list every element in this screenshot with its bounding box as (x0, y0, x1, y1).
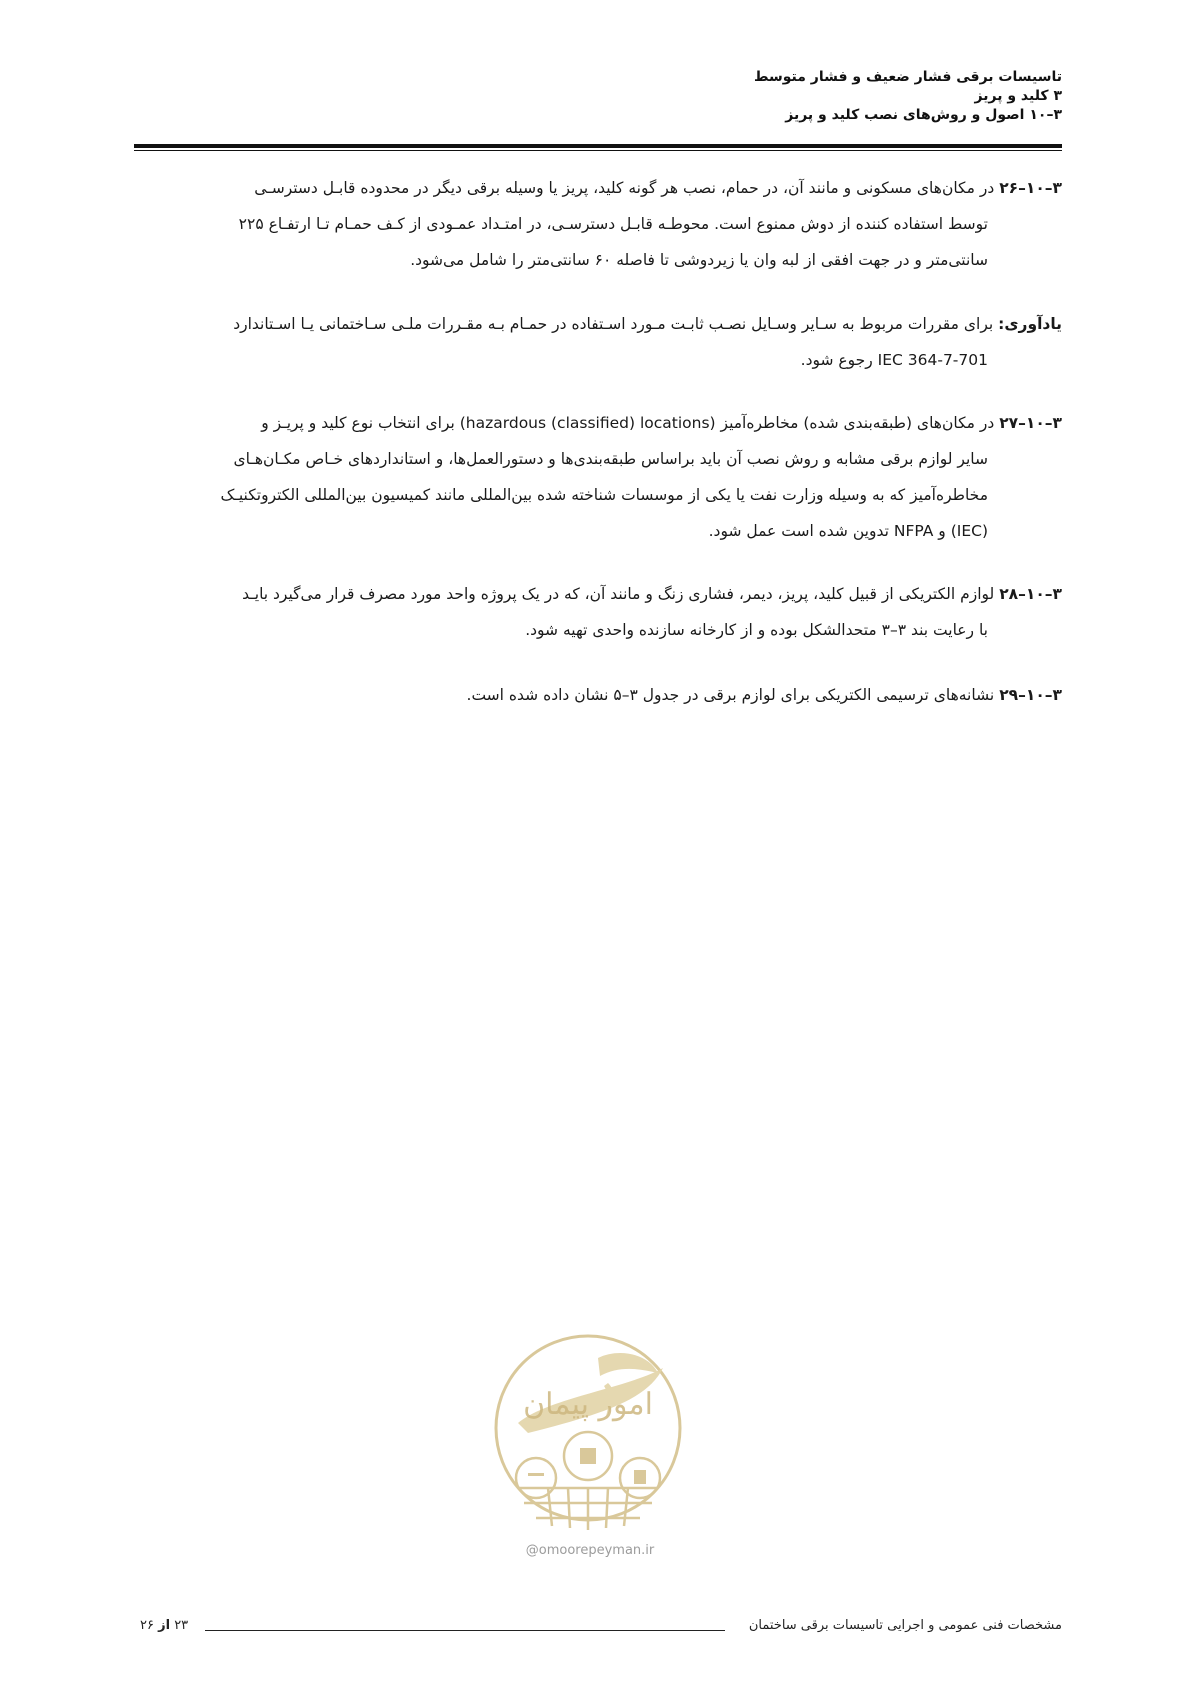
page-current: ۲۳ (174, 1618, 189, 1633)
clause-3-10-27 (138, 405, 1062, 549)
header-chapter: ۳ کلید و پریز (974, 88, 1062, 104)
clause-text: سانتی‌متر و در جهت افقی از لبه وان یا زیردوشی تا فاصله ۶۰ سانتی‌متر را شامل می‌شود. (410, 251, 988, 269)
clause-text: و (938, 522, 946, 540)
clause-text: توسط استفاده کننده از دوش ممنوع است. محوطـه قابـل دسترسـی، در امتـداد عمـودی از کـف حمـام تـا ارتفـاع ۲۲۵ (238, 215, 988, 233)
note-label: یادآوری: (998, 315, 1062, 333)
watermark-logo-text: امور پیمان (523, 1387, 653, 1422)
clause-number: ۳–۱۰–۲۷ (999, 414, 1062, 432)
iec-abbr: (IEC) (950, 522, 988, 540)
clause-3-10-28 (138, 576, 1062, 648)
note-text: رجوع شود. (800, 351, 873, 369)
note-block (138, 306, 1062, 378)
header-rule-thin (134, 150, 1062, 151)
header-rule-thick (134, 144, 1062, 148)
header-title: تاسیسات برقی فشار ضعیف و فشار متوسط (753, 69, 1062, 85)
footer-title: مشخصات فنی عمومی و اجرایی تاسیسات برقی ساختمان (748, 1618, 1062, 1633)
at-icon: @ (525, 1543, 539, 1558)
clause-text: تدوین شده است عمل شود. (708, 522, 889, 540)
standard-code: IEC 364-7-701 (877, 351, 988, 369)
header-section: ۳–۱۰ اصول و روش‌های نصب کلید و پریز (785, 107, 1062, 123)
english-term: (hazardous (classified) locations) (459, 414, 716, 432)
clause-text: مخاطره‌آمیز که به وسیله وزارت نفت یا یکی از موسسات شناخته شده بین‌المللی مانند کمیسیون بین‌المللی الکتروتکنیـک (220, 486, 988, 504)
clause-text: برای انتخاب نوع کلید و پریـز و (261, 414, 455, 432)
clause-number: ۳–۱۰–۲۸ (999, 585, 1062, 603)
clause-text: در مکان‌های مسکونی و مانند آن، در حمام، نصب هر گونه کلید، پریز یا وسیله برقی دیگر در محدوده قابـل دسترسـی (254, 179, 995, 197)
footer-rule (205, 1630, 725, 1631)
clause-3-10-26 (138, 170, 1062, 278)
watermark-logo (488, 1328, 688, 1538)
note-text: برای مقررات مربوط به سـایر وسـایل نصـب ثابـت مـورد اسـتفاده در حمـام بـه مقـررات ملـی سـاختمانی یـا اسـتاندارد (233, 315, 994, 333)
clause-number: ۳–۱۰–۲۹ (999, 686, 1062, 704)
clause-3-10-29 (138, 677, 1062, 713)
clause-text: نشانه‌های ترسیمی الکتریکی برای لوازم برقی در جدول ۳–۵ نشان داده شده است. (466, 686, 995, 704)
nfpa-abbr: NFPA (893, 522, 934, 540)
clause-text: لوازم الکتریکی از قبیل کلید، پریز، دیمر، فشاری زنگ و مانند آن، که در یک پروژه واحد مورد مصرف قرار می‌گیرد بایـد (242, 585, 995, 603)
page-of: از (158, 1618, 171, 1633)
watermark-site: @omoorepeyman.ir (525, 1543, 655, 1558)
page-total: ۲۶ (140, 1618, 154, 1633)
clause-text: با رعایت بند ۳–۳ متحدالشکل بوده و از کارخانه سازنده واحدی تهیه شود. (525, 621, 988, 639)
clause-number: ۳–۱۰–۲۶ (999, 179, 1062, 197)
page-number (140, 1618, 188, 1633)
clause-text: سایر لوازم برقی مشابه و روش نصب آن باید براساس طبقه‌بندی‌ها و دستورالعمل‌ها، و استانداردهای خـاص مکـان‌هـای (233, 450, 988, 468)
clause-text: در مکان‌های (طبقه‌بندی شده) مخاطره‌آمیز (720, 414, 995, 432)
page-header (462, 68, 1062, 125)
